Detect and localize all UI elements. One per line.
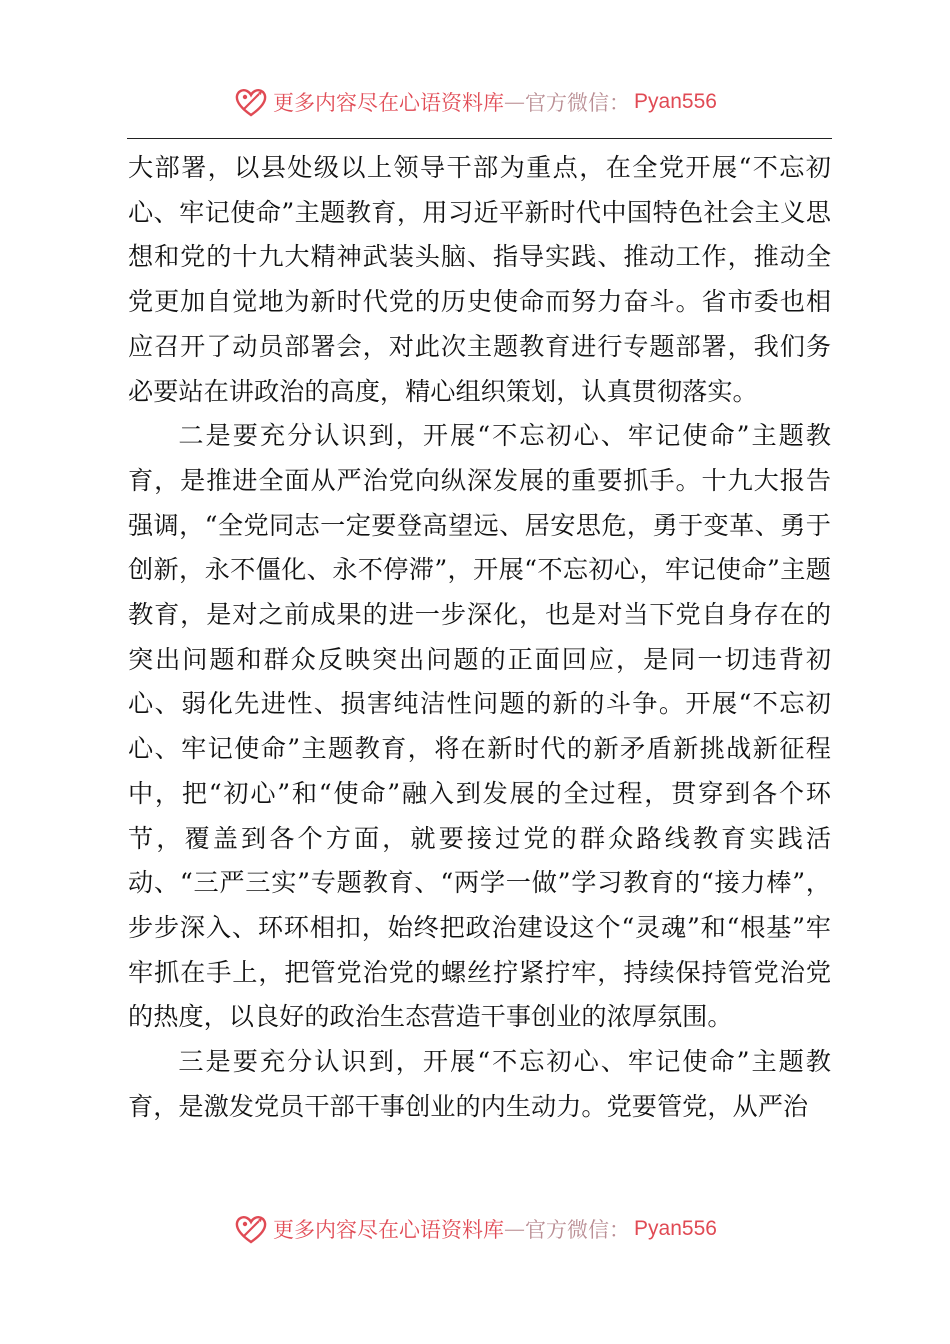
header-banner [0,82,950,122]
heart-pen-icon [233,1211,269,1247]
header-divider [127,138,832,139]
footer-brand: 更多内容尽在心语资料库 [273,1218,505,1242]
header-separator: — [504,90,526,114]
footer-wechat-label: 官方微信： [525,1218,631,1242]
footer-separator: — [504,1217,526,1241]
header-wechat-id: Pyan556 [634,90,717,113]
heart-pen-icon [233,84,269,120]
document-body [128,146,831,1129]
header-brand: 更多内容尽在心语资料库 [273,91,505,115]
footer-wechat-id: Pyan556 [634,1217,717,1240]
paragraph-1: 大部署，以县处级以上领导干部为重点，在全党开展“不忘初心、牢记使命”主题教育，用习近平新时代中国特色社会主义思想和党的十九大精神武装头脑、指导实践、推动工作，推动全党更加自觉地为新时代党的历史使命而努力奋斗。省市委也相应召开了动员部署会，对此次主题教育进行专题部署，我们务必要站在讲政治的高度，精心组织策划，认真贯彻落实。 [128,153,831,406]
paragraph-2: 二是要充分认识到，开展“不忘初心、牢记使命”主题教育，是推进全面从严治党向纵深发展的重要抓手。十九大报告强调，“全党同志一定要登高望远、居安思危，勇于变革、勇于创新，永不僵化、永不停滞”，开展“不忘初心，牢记使命”主题教育，是对之前成果的进一步深化，也是对当下党自身存在的突出问题和群众反映突出问题的正面回应，是同一切违背初心、弱化先进性、损害纯洁性问题的新的斗争。开展“不忘初心、牢记使命”主题教育，将在新时代的新矛盾新挑战新征程中，把“初心”和“使命”融入到发展的全过程，贯穿到各个环节，覆盖到各个方面，就要接过党的群众路线教育实践活动、“三严三实”专题教育、“两学一做”学习教育的“接力棒”，步步深入、环环相扣，始终把政治建设这个“灵魂”和“根基”牢牢抓在手上，把管党治党的螺丝拧紧拧牢，持续保持管党治党的热度，以良好的政治生态营造干事创业的浓厚氛围。 [128,421,831,1032]
header-wechat-label: 官方微信： [525,91,631,115]
paragraph-3: 三是要充分认识到，开展“不忘初心、牢记使命”主题教育，是激发党员干部干事创业的内生动力。党要管党，从严治 [128,1047,831,1121]
footer-banner [0,1209,950,1249]
